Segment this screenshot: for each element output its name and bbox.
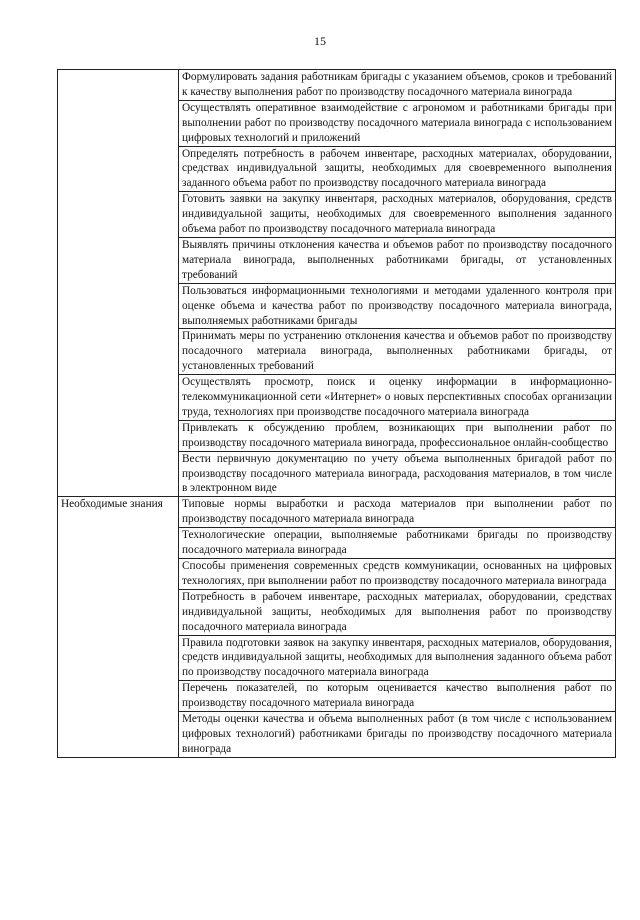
skill-cell: Пользоваться информационными технологиями и методами удаленного контроля при оценке объема и качества работ по производству посадочного материала винограда, выполняемых работниками бригады	[179, 283, 616, 329]
requirements-table	[57, 69, 616, 758]
skill-cell: Осуществлять просмотр, поиск и оценку информации в информационно-телекоммуникационной сети «Интернет» о новых перспективных способах организации труда, технологиях при производстве посадочного материала винограда	[179, 375, 616, 421]
knowledge-cell: Типовые нормы выработки и расхода материалов при выполнении работ по производству посадочного материала винограда	[179, 497, 616, 528]
knowledge-cell: Правила подготовки заявок на закупку инвентаря, расходных материалов, оборудования, средств индивидуальной защиты, необходимых для выполнения заданного объема работ по производству посадочного материала винограда	[179, 635, 616, 681]
table-row	[58, 497, 616, 528]
page-number: 15	[314, 34, 326, 48]
skill-cell: Привлекать к обсуждению проблем, возникающих при выполнении работ по производству посадочного материала винограда, профессиональное онлайн-сообщество	[179, 420, 616, 451]
knowledge-cell: Потребность в рабочем инвентаре, расходных материалах, оборудовании, средствах индивидуальной защиты, необходимых для выполнения работ по производству посадочного материала винограда	[179, 589, 616, 635]
table-row	[58, 70, 616, 101]
skill-cell: Формулировать задания работникам бригады с указанием объемов, сроков и требований к качеству выполнения работ по производству посадочного материала винограда	[179, 70, 616, 101]
skill-cell: Выявлять причины отклонения качества и объемов работ по производству посадочного материала винограда, выполненных работниками бригады, от установленных требований	[179, 237, 616, 283]
skill-cell: Готовить заявки на закупку инвентаря, расходных материалов, оборудования, средств индивидуальной защиты, необходимых для своевременного выполнения заданного объема работ по производству посадочного материала винограда	[179, 192, 616, 238]
knowledge-cell: Технологические операции, выполняемые работниками бригады по производству посадочного материала винограда	[179, 528, 616, 559]
knowledge-cell: Способы применения современных средств коммуникации, основанных на цифровых технологиях, при выполнении работ по производству посадочного материала винограда	[179, 559, 616, 590]
skill-cell: Вести первичную документацию по учету объема выполненных бригадой работ по производству посадочного материала винограда, расходования материалов, в том числе в электронном виде	[179, 451, 616, 497]
knowledge-cell: Методы оценки качества и объема выполненных работ (в том числе с использованием цифровых технологий) работниками бригады по производству посадочного материала винограда	[179, 712, 616, 758]
knowledge-label: Необходимые знания	[58, 497, 179, 757]
skill-cell: Принимать меры по устранению отклонения качества и объемов работ по производству посадочного материала винограда, выполненных работниками бригады, от установленных требований	[179, 329, 616, 375]
skill-cell: Определять потребность в рабочем инвентаре, расходных материалах, оборудовании, средствах индивидуальной защиты, необходимых для своевременного выполнения заданного объема работ по производству посадочного материала винограда	[179, 146, 616, 192]
skill-cell: Осуществлять оперативное взаимодействие с агрономом и работниками бригады при выполнении работ по производству посадочного материала винограда с использованием цифровых технологий и приложений	[179, 100, 616, 146]
skills-label-cell	[58, 70, 179, 497]
knowledge-cell: Перечень показателей, по которым оценивается качество выполнения работ по производству посадочного материала винограда	[179, 681, 616, 712]
